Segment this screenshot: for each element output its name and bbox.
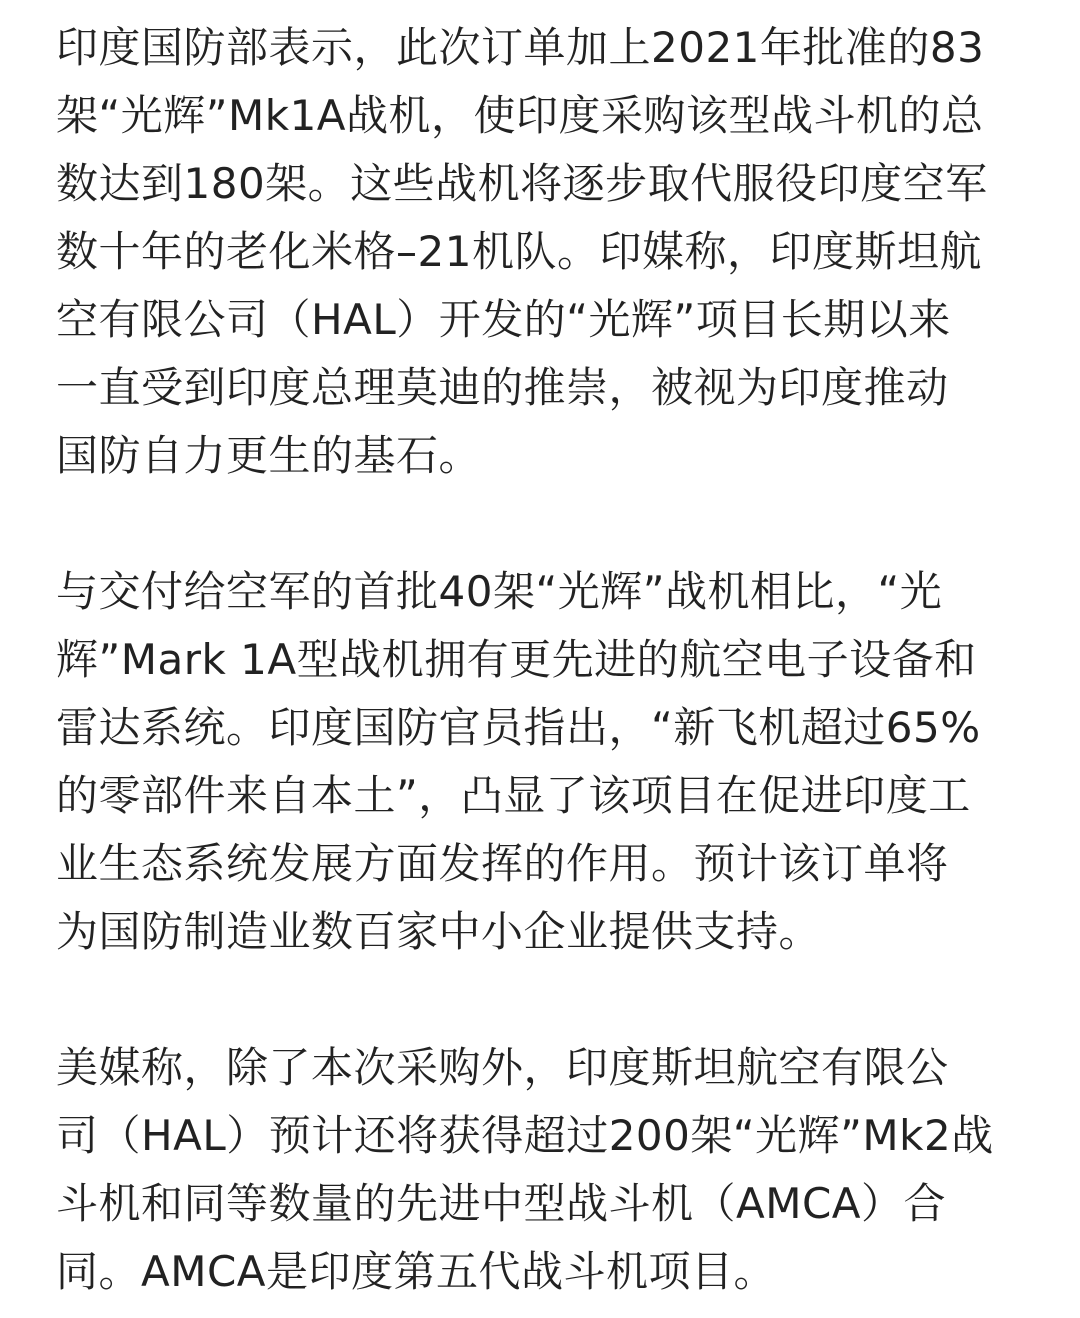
paragraph-3 <box>56 1034 1036 1306</box>
paragraph-2 <box>56 558 1036 966</box>
text-line: 司（HAL）预计还将获得超过200架“光辉”Mk2战 <box>56 1111 994 1160</box>
paragraph-1 <box>56 14 1036 490</box>
text-line: 业生态系统发展方面发挥的作用。预计该订单将 <box>56 839 949 888</box>
text-line: 一直受到印度总理莫迪的推崇，被视为印度推动 <box>56 363 949 412</box>
text-line: 与交付给空军的首批40架“光辉”战机相比，“光 <box>56 567 943 616</box>
text-line: 空有限公司（HAL）开发的“光辉”项目长期以来 <box>56 295 951 344</box>
text-line: 架“光辉”Mk1A战机，使印度采购该型战斗机的总 <box>56 91 984 140</box>
text-line: 同。AMCA是印度第五代战斗机项目。 <box>56 1247 777 1296</box>
text-line: 为国防制造业数百家中小企业提供支持。 <box>56 907 822 956</box>
text-line: 的零部件来自本土”，凸显了该项目在促进印度工 <box>56 771 971 820</box>
text-line: 斗机和同等数量的先进中型战斗机（AMCA）合 <box>56 1179 947 1228</box>
text-line: 雷达系统。印度国防官员指出，“新飞机超过65% <box>56 703 981 752</box>
text-line: 数十年的老化米格–21机队。印媒称，印度斯坦航 <box>56 227 982 276</box>
text-line: 国防自力更生的基石。 <box>56 431 482 480</box>
text-line: 印度国防部表示，此次订单加上2021年批准的83 <box>56 23 985 72</box>
article-body <box>56 14 1036 1306</box>
text-line: 辉”Mark 1A型战机拥有更先进的航空电子设备和 <box>56 635 977 684</box>
text-line: 数达到180架。这些战机将逐步取代服役印度空军 <box>56 159 988 208</box>
text-line: 美媒称，除了本次采购外，印度斯坦航空有限公 <box>56 1043 949 1092</box>
